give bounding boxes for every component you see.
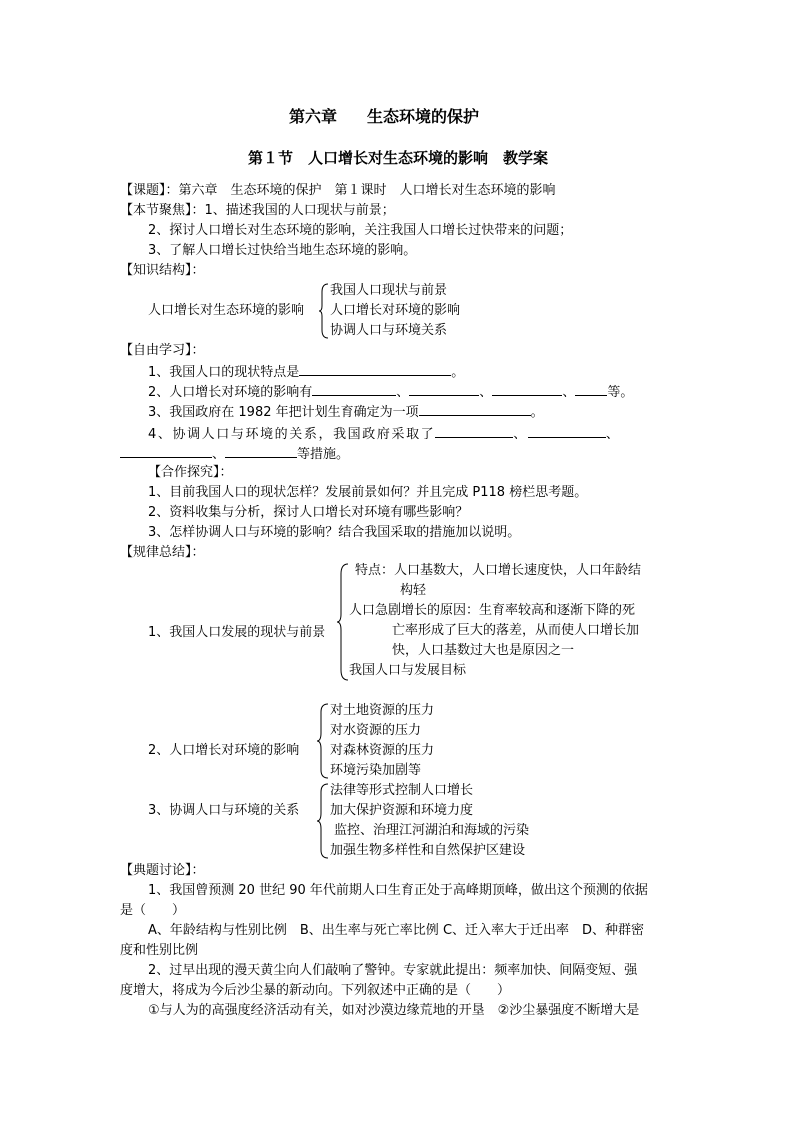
focus-item: 3、了解人口增长过快给当地生态环境的影响。 (148, 243, 417, 258)
summary-g2-root: 2、人口增长对环境的影响 (148, 743, 300, 758)
topic-line: 【课题】：第六章 生态环境的保护 第１课时 人口增长对生态环境的影响 (120, 183, 556, 198)
self-study-q3: 3、我国政府在 1982 年把计划生育确定为一项 。 (148, 402, 544, 422)
self-study-q4-cont: 、 等措施。 (120, 444, 349, 464)
structure-label: 【知识结构】： (120, 263, 205, 278)
structure-root: 人口增长对生态环境的影响 (148, 303, 305, 318)
summary-g1-root: 1、我国人口发展的现状与前景 (148, 625, 326, 640)
answer-blank[interactable] (528, 424, 606, 438)
summary-g3-line: 法律等形式控制人口增长 (330, 783, 474, 798)
answer-blank[interactable] (575, 382, 607, 396)
coop-item: 3、怎样协调人口与环境的影响？结合我国采取的措施加以说明。 (148, 525, 521, 540)
chapter-name: 生态环境的保护 (367, 107, 480, 126)
discussion-q1-options: A、年龄结构与性别比例 B、出生率与死亡率比例 C、迁入率大于迁出率 D、种群密 (148, 923, 645, 938)
section-title: 第１节 人口增长对生态环境的影响 教学案 (248, 149, 549, 167)
answer-blank[interactable] (225, 444, 297, 458)
summary-g1-line: 亡率形成了巨大的落差，从而使人口增长加 (392, 623, 640, 638)
discussion-q1: 是（ ） (120, 903, 186, 918)
discussion-q2-statement: ①与人为的高强度经济活动有关，如对沙漠边缘荒地的开垦 ②沙尘暴强度不断增大是 (148, 1003, 640, 1018)
discussion-q2: 2、过早出现的漫天黄尘向人们敲响了警钟。专家就此提出：频率加快、间隔变短、强 (148, 963, 638, 978)
summary-g2-line: 对土地资源的压力 (330, 703, 435, 718)
summary-label: 【规律总结】： (120, 545, 205, 560)
summary-g3-line: 加大保护资源和环境力度 (330, 803, 474, 818)
summary-g3-root: 3、协调人口与环境的关系 (148, 803, 300, 818)
coop-item: 1、目前我国人口的现状怎样？发展前景如何？并且完成 P118 榜栏思考题。 (148, 485, 588, 500)
answer-blank[interactable] (409, 382, 479, 396)
summary-g2-line: 对水资源的压力 (330, 723, 422, 738)
discussion-q1-options: 度和性别比例 (120, 943, 199, 958)
focus-item: 1、描述我国的人口现状与前景； (204, 203, 395, 218)
answer-blank[interactable] (312, 382, 396, 396)
summary-g1-line: 快，人口基数过大也是原因之一 (392, 643, 575, 658)
summary-g1-brace (336, 562, 350, 682)
answer-blank[interactable] (120, 444, 212, 458)
structure-item: 人口增长对环境的影响 (330, 303, 461, 318)
summary-g1-line: 特点：人口基数大，人口增长速度快，人口年龄结 (355, 563, 642, 578)
discussion-q1: 1、我国曾预测 20 世纪 90 年代前期人口生育正处于高峰期顶峰，做出这个预测的依据 (148, 883, 648, 898)
structure-brace (318, 282, 330, 340)
chapter-title (289, 108, 479, 126)
structure-item: 我国人口现状与前景 (330, 283, 448, 298)
self-study-q1: 1、我国人口的现状特点是 。 (148, 362, 464, 382)
discussion-q2: 度增大，将成为今后沙尘暴的新动向。下列叙述中正确的是（ ） (120, 983, 511, 998)
discussion-label: 【典题讨论】： (120, 863, 205, 878)
summary-g3-brace (316, 782, 330, 860)
summary-g2-line: 环境污染加剧等 (330, 763, 422, 778)
coop-item: 2、资料收集与分析，探讨人口增长对环境有哪些影响？ (148, 505, 469, 520)
summary-g2-line: 对森林资源的压力 (330, 743, 435, 758)
coop-label: 【合作探究】： (148, 465, 233, 480)
summary-g3-line: 监控、治理江河湖泊和海域的污染 (334, 823, 530, 838)
answer-blank[interactable] (435, 424, 513, 438)
summary-g3-line: 加强生物多样性和自然保护区建设 (330, 843, 526, 858)
answer-blank[interactable] (419, 402, 531, 416)
summary-g1-line: 人口急剧增长的原因：生育率较高和逐渐下降的死 (349, 603, 636, 618)
self-study-q4: 4、协调人口与环境的关系，我国政府采取了 、 、 (148, 424, 621, 444)
summary-g1-line: 构轻 (400, 583, 427, 598)
focus-label: 【本节聚焦】： (120, 203, 205, 218)
self-study-label: 【自由学习】： (120, 343, 205, 358)
self-study-q2: 2、人口增长对环境的影响有 、 、 、 等。 (148, 382, 633, 402)
structure-item: 协调人口与环境关系 (330, 323, 448, 338)
summary-g2-brace (316, 702, 330, 780)
focus-line-1 (120, 202, 395, 220)
answer-blank[interactable] (492, 382, 562, 396)
summary-g1-line: 我国人口与发展目标 (349, 663, 467, 678)
answer-blank[interactable] (299, 362, 451, 376)
focus-item: 2、探讨人口增长对生态环境的影响，关注我国人口增长过快带来的问题； (148, 223, 573, 238)
chapter-number: 第六章 (289, 107, 338, 126)
